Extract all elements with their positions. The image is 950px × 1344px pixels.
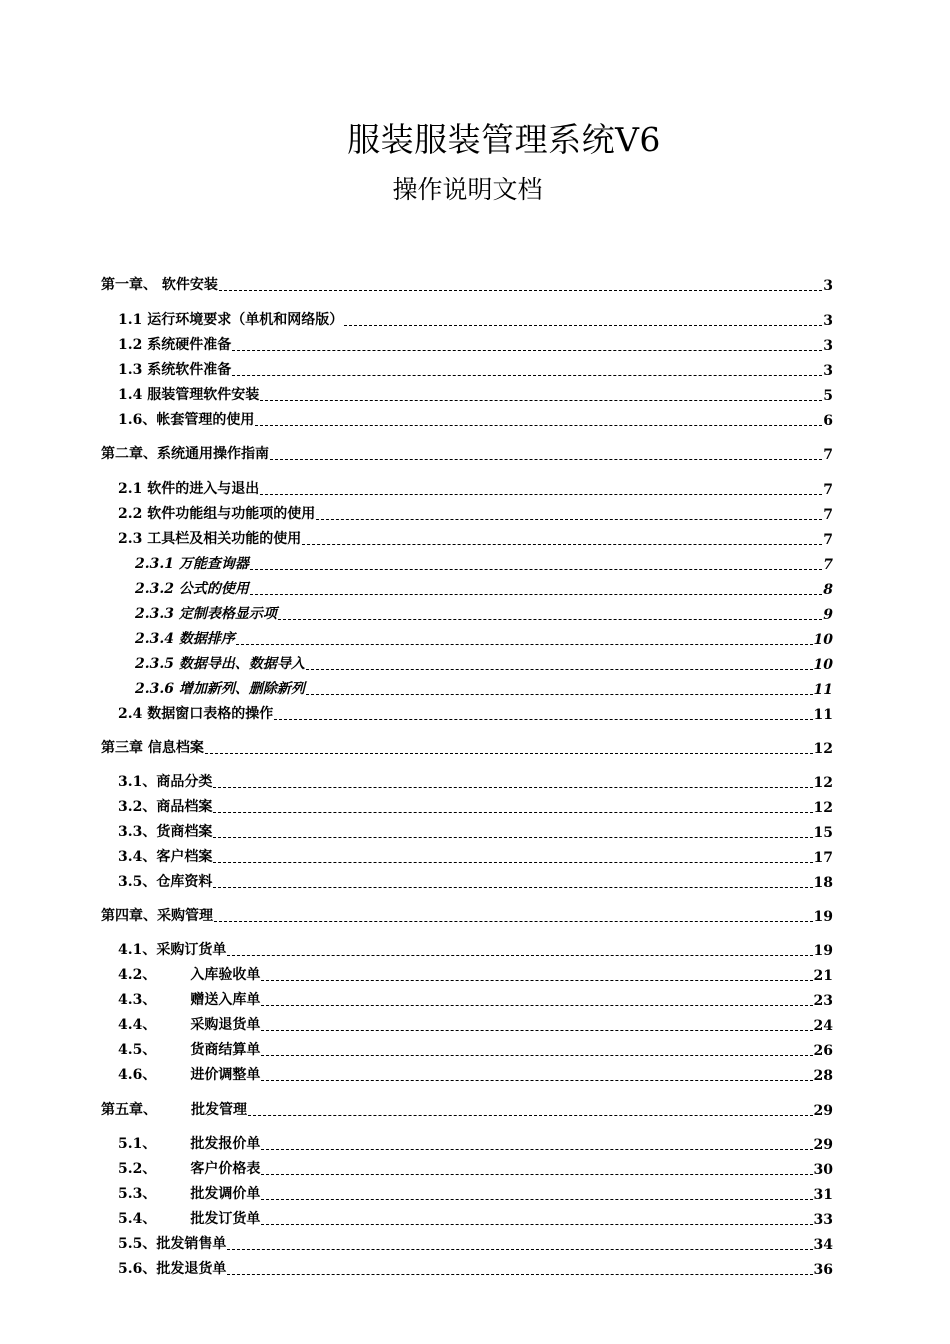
toc-page-number: 23 bbox=[813, 993, 833, 1009]
dot-leader bbox=[255, 411, 822, 426]
toc-entry-number: 1.6、 bbox=[118, 412, 157, 428]
toc-entry[interactable] bbox=[0, 701, 950, 723]
toc-entry-label: 采购订货单 bbox=[156, 942, 227, 958]
toc-entry-title bbox=[118, 1039, 260, 1059]
toc-entry[interactable] bbox=[0, 307, 950, 329]
toc-page-number: 12 bbox=[813, 775, 833, 791]
toc-entry-number: 5.5、 bbox=[118, 1236, 157, 1252]
toc-entry-label: 万能查询器 bbox=[178, 556, 249, 572]
toc-entry[interactable] bbox=[0, 1181, 950, 1203]
toc-page-number: 12 bbox=[813, 800, 833, 816]
toc-entry-label: 增加新列、删除新列 bbox=[178, 681, 305, 697]
toc-entry[interactable] bbox=[0, 332, 950, 354]
toc-entry-title bbox=[118, 1014, 260, 1034]
toc-entry-number: 1.1 bbox=[118, 312, 143, 328]
toc-page-number: 3 bbox=[823, 278, 833, 294]
dot-leader bbox=[306, 655, 813, 670]
toc-entry-label: 批发订货单 bbox=[190, 1211, 261, 1227]
toc-entry-number: 3.1、 bbox=[118, 774, 157, 790]
toc-entry[interactable] bbox=[0, 576, 950, 598]
dot-leader bbox=[213, 873, 812, 888]
dot-leader bbox=[250, 555, 822, 570]
toc-entry-title bbox=[118, 384, 259, 404]
toc-entry-number: 3.2、 bbox=[118, 799, 157, 815]
toc-entry[interactable] bbox=[0, 735, 950, 757]
dot-leader bbox=[213, 823, 812, 838]
dot-leader bbox=[214, 907, 813, 922]
toc-entry-label: 系统软件准备 bbox=[147, 362, 232, 378]
toc-page-number: 36 bbox=[813, 1262, 833, 1278]
toc-entry[interactable] bbox=[0, 526, 950, 548]
toc-entry-number: 5.3、 bbox=[118, 1186, 157, 1202]
toc-entry-title bbox=[118, 771, 212, 791]
toc-entry-number: 2.2 bbox=[118, 506, 143, 522]
toc-entry-label: 工具栏及相关功能的使用 bbox=[147, 531, 302, 547]
toc-entry[interactable] bbox=[0, 601, 950, 623]
toc-page-number: 26 bbox=[813, 1043, 833, 1059]
toc-page-number: 19 bbox=[813, 909, 833, 925]
toc-entry-label: 采购管理 bbox=[157, 908, 213, 924]
toc-entry[interactable] bbox=[0, 1156, 950, 1178]
toc-entry-label: 数据排序 bbox=[178, 631, 235, 647]
toc-entry-number: 5.4、 bbox=[118, 1211, 157, 1227]
toc-entry-label: 货商档案 bbox=[156, 824, 213, 840]
toc-entry-title bbox=[118, 503, 315, 523]
toc-entry-title bbox=[118, 1233, 226, 1253]
toc-entry-number: 2.3.4 bbox=[135, 631, 174, 647]
dot-leader bbox=[232, 336, 822, 351]
dot-leader bbox=[250, 580, 822, 595]
toc-entry[interactable] bbox=[0, 769, 950, 791]
toc-entry-label: 货商结算单 bbox=[190, 1042, 261, 1058]
toc-entry-title bbox=[118, 1208, 260, 1228]
toc-entry[interactable] bbox=[0, 1097, 950, 1119]
toc-entry-label: 商品分类 bbox=[156, 774, 213, 790]
toc-page-number: 7 bbox=[823, 532, 833, 548]
toc-entry[interactable] bbox=[0, 272, 950, 294]
toc-entry-label: 采购退货单 bbox=[190, 1017, 261, 1033]
toc-entry[interactable] bbox=[0, 676, 950, 698]
toc-entry-number: 3.3、 bbox=[118, 824, 157, 840]
toc-entry-number: 1.2 bbox=[118, 337, 143, 353]
toc-entry-number: 第一章、 bbox=[101, 277, 157, 293]
toc-entry[interactable] bbox=[0, 551, 950, 573]
toc-page-number: 12 bbox=[813, 741, 833, 757]
toc-entry-label: 商品档案 bbox=[156, 799, 213, 815]
toc-entry[interactable] bbox=[0, 869, 950, 891]
toc-entry-title bbox=[118, 703, 273, 723]
toc-entry-label: 进价调整单 bbox=[190, 1067, 261, 1083]
toc-entry-label: 数据窗口表格的操作 bbox=[147, 706, 274, 722]
dot-leader bbox=[261, 991, 812, 1006]
toc-page-number: 7 bbox=[823, 557, 833, 573]
toc-entry-title bbox=[118, 1133, 260, 1153]
toc-entry-number: 2.3.1 bbox=[135, 556, 174, 572]
dot-leader bbox=[260, 386, 822, 401]
toc-entry-label: 仓库资料 bbox=[156, 874, 213, 890]
toc-entry-title bbox=[135, 553, 249, 573]
toc-entry-number: 2.3 bbox=[118, 531, 143, 547]
toc-page-number: 3 bbox=[823, 363, 833, 379]
toc-entry[interactable] bbox=[0, 357, 950, 379]
toc-entry-title bbox=[118, 309, 343, 329]
toc-entry-title bbox=[118, 796, 212, 816]
toc-entry-number: 1.3 bbox=[118, 362, 143, 378]
toc-entry[interactable] bbox=[0, 1062, 950, 1084]
toc-page-number: 33 bbox=[813, 1212, 833, 1228]
toc-page-number: 3 bbox=[823, 313, 833, 329]
toc-entry-label: 软件安装 bbox=[161, 277, 218, 293]
dot-leader bbox=[306, 680, 813, 695]
toc-entry[interactable] bbox=[0, 794, 950, 816]
toc-page-number: 7 bbox=[823, 447, 833, 463]
toc-page-number: 29 bbox=[813, 1103, 833, 1119]
toc-entry-title bbox=[135, 578, 249, 598]
toc-page-number: 7 bbox=[823, 507, 833, 523]
toc-entry-label: 批发销售单 bbox=[156, 1236, 227, 1252]
toc-entry-number: 2.4 bbox=[118, 706, 143, 722]
toc-entry-title bbox=[101, 737, 204, 757]
toc-page-number: 6 bbox=[823, 413, 833, 429]
toc-entry-title bbox=[118, 1258, 226, 1278]
dot-leader bbox=[227, 1260, 812, 1275]
toc-page-number: 19 bbox=[813, 943, 833, 959]
toc-entry[interactable] bbox=[0, 819, 950, 841]
toc-entry-title bbox=[135, 628, 235, 648]
dot-leader bbox=[261, 1041, 812, 1056]
toc-entry-title bbox=[118, 989, 260, 1009]
dot-leader bbox=[213, 773, 812, 788]
toc-page-number: 11 bbox=[813, 707, 833, 723]
dot-leader bbox=[205, 739, 813, 754]
toc-entry-label: 批发调价单 bbox=[190, 1186, 261, 1202]
toc-entry[interactable] bbox=[0, 651, 950, 673]
toc-entry[interactable] bbox=[0, 1131, 950, 1153]
toc-entry[interactable] bbox=[0, 407, 950, 429]
toc-entry-label: 赠送入库单 bbox=[190, 992, 261, 1008]
toc-entry-number: 2.3.3 bbox=[135, 606, 174, 622]
toc-page-number: 10 bbox=[813, 657, 833, 673]
dot-leader bbox=[261, 1160, 812, 1175]
dot-leader bbox=[248, 1101, 813, 1116]
toc-entry-label: 软件功能组与功能项的使用 bbox=[147, 506, 316, 522]
toc-entry-title bbox=[135, 678, 305, 698]
toc-entry-title bbox=[118, 478, 259, 498]
toc-entry[interactable] bbox=[0, 1206, 950, 1228]
toc-entry-label: 批发报价单 bbox=[190, 1136, 261, 1152]
toc-entry-number: 2.3.2 bbox=[135, 581, 174, 597]
toc-page-number: 31 bbox=[813, 1187, 833, 1203]
toc-entry-label: 信息档案 bbox=[147, 740, 204, 756]
toc-page-number: 28 bbox=[813, 1068, 833, 1084]
toc-entry-number: 5.1、 bbox=[118, 1136, 157, 1152]
toc-entry[interactable] bbox=[0, 1256, 950, 1278]
toc-entry[interactable] bbox=[0, 937, 950, 959]
toc-page-number: 5 bbox=[823, 388, 833, 404]
toc-entry-title bbox=[118, 821, 212, 841]
dot-leader bbox=[227, 1235, 812, 1250]
dot-leader bbox=[261, 966, 812, 981]
toc-entry-label: 客户档案 bbox=[156, 849, 213, 865]
toc-entry[interactable] bbox=[0, 987, 950, 1009]
dot-leader bbox=[261, 1210, 812, 1225]
toc-entry-number: 第五章、 bbox=[101, 1102, 157, 1118]
toc-entry-title bbox=[118, 939, 226, 959]
toc-page-number: 30 bbox=[813, 1162, 833, 1178]
toc-entry-number: 第二章、 bbox=[101, 446, 157, 462]
toc-entry-title bbox=[101, 274, 218, 294]
toc-entry[interactable] bbox=[0, 626, 950, 648]
dot-leader bbox=[213, 848, 812, 863]
toc-entry-number: 4.3、 bbox=[118, 992, 157, 1008]
toc-entry-title bbox=[101, 443, 269, 463]
toc-entry-number: 3.5、 bbox=[118, 874, 157, 890]
toc-entry-label: 帐套管理的使用 bbox=[156, 412, 255, 428]
toc-entry-number: 5.2、 bbox=[118, 1161, 157, 1177]
toc-entry-title bbox=[118, 359, 231, 379]
toc-entry-title bbox=[118, 846, 212, 866]
document-subtitle: 操作说明文档 bbox=[392, 175, 543, 204]
toc-entry[interactable] bbox=[0, 441, 950, 463]
toc-entry-number: 3.4、 bbox=[118, 849, 157, 865]
dot-leader bbox=[270, 445, 822, 460]
dot-leader bbox=[344, 311, 822, 326]
toc-entry-title bbox=[118, 409, 254, 429]
toc-entry-number: 1.4 bbox=[118, 387, 143, 403]
dot-leader bbox=[260, 480, 822, 495]
toc-entry-label: 公式的使用 bbox=[178, 581, 249, 597]
toc-entry-title bbox=[118, 964, 260, 984]
toc-page-number: 7 bbox=[823, 482, 833, 498]
toc-entry[interactable] bbox=[0, 501, 950, 523]
toc-entry-label: 系统通用操作指南 bbox=[157, 446, 269, 462]
toc-entry-title bbox=[135, 603, 277, 623]
toc-entry-title bbox=[118, 1183, 260, 1203]
toc-page-number: 11 bbox=[813, 682, 833, 698]
dot-leader bbox=[278, 605, 822, 620]
toc-entry-title bbox=[118, 1158, 260, 1178]
toc-entry-label: 定制表格显示项 bbox=[178, 606, 277, 622]
toc-page-number: 10 bbox=[813, 632, 833, 648]
toc-page-number: 9 bbox=[823, 607, 833, 623]
toc-entry-title bbox=[135, 653, 305, 673]
toc-entry[interactable] bbox=[0, 476, 950, 498]
dot-leader bbox=[227, 941, 812, 956]
toc-page-number: 21 bbox=[813, 968, 833, 984]
toc-entry-label: 数据导出、数据导入 bbox=[178, 656, 305, 672]
toc-entry-number: 4.5、 bbox=[118, 1042, 157, 1058]
toc-entry-title bbox=[118, 871, 212, 891]
toc-page-number: 15 bbox=[813, 825, 833, 841]
toc-entry-number: 第三章 bbox=[101, 740, 143, 756]
toc-entry-title bbox=[101, 905, 213, 925]
dot-leader bbox=[316, 505, 822, 520]
toc-page-number: 17 bbox=[813, 850, 833, 866]
toc-entry-number: 2.1 bbox=[118, 481, 143, 497]
dot-leader bbox=[274, 705, 812, 720]
toc-page-number: 29 bbox=[813, 1137, 833, 1153]
dot-leader bbox=[236, 630, 813, 645]
toc-page-number: 18 bbox=[813, 875, 833, 891]
dot-leader bbox=[219, 276, 822, 291]
toc-entry-label: 服装管理软件安装 bbox=[147, 387, 260, 403]
dot-leader bbox=[261, 1016, 812, 1031]
toc-entry-number: 4.1、 bbox=[118, 942, 157, 958]
dot-leader bbox=[213, 798, 812, 813]
toc-entry-number: 4.6、 bbox=[118, 1067, 157, 1083]
dot-leader bbox=[232, 361, 822, 376]
toc-entry-title bbox=[118, 334, 231, 354]
toc-page-number: 34 bbox=[813, 1237, 833, 1253]
toc-entry[interactable] bbox=[0, 382, 950, 404]
toc-entry[interactable] bbox=[0, 962, 950, 984]
toc-entry-label: 客户价格表 bbox=[190, 1161, 261, 1177]
dot-leader bbox=[261, 1135, 812, 1150]
toc-entry-number: 4.4、 bbox=[118, 1017, 157, 1033]
toc-entry-label: 系统硬件准备 bbox=[147, 337, 232, 353]
toc-entry[interactable] bbox=[0, 903, 950, 925]
toc-entry-number: 2.3.5 bbox=[135, 656, 174, 672]
document-title: 服装服装管理系统V6 bbox=[347, 120, 661, 159]
dot-leader bbox=[261, 1185, 812, 1200]
toc-page-number: 24 bbox=[813, 1018, 833, 1034]
toc-page-number: 3 bbox=[823, 338, 833, 354]
toc-entry-label: 批发管理 bbox=[191, 1102, 247, 1118]
toc-entry-label: 入库验收单 bbox=[190, 967, 261, 983]
toc-entry-number: 5.6、 bbox=[118, 1261, 157, 1277]
toc-page-number: 8 bbox=[823, 582, 833, 598]
toc-entry-title bbox=[118, 528, 301, 548]
toc-entry-number: 4.2、 bbox=[118, 967, 157, 983]
toc-entry[interactable] bbox=[0, 1231, 950, 1253]
toc-entry-number: 2.3.6 bbox=[135, 681, 174, 697]
toc-entry-label: 软件的进入与退出 bbox=[147, 481, 260, 497]
toc-entry-label: 批发退货单 bbox=[156, 1261, 227, 1277]
toc-entry-title bbox=[118, 1064, 260, 1084]
toc-entry[interactable] bbox=[0, 1037, 950, 1059]
toc-entry-title bbox=[101, 1099, 247, 1119]
dot-leader bbox=[261, 1066, 812, 1081]
dot-leader bbox=[302, 530, 822, 545]
toc-entry-label: 运行环境要求（单机和网络版） bbox=[147, 312, 344, 328]
toc-entry[interactable] bbox=[0, 1012, 950, 1034]
toc-entry-number: 第四章、 bbox=[101, 908, 157, 924]
toc-entry[interactable] bbox=[0, 844, 950, 866]
